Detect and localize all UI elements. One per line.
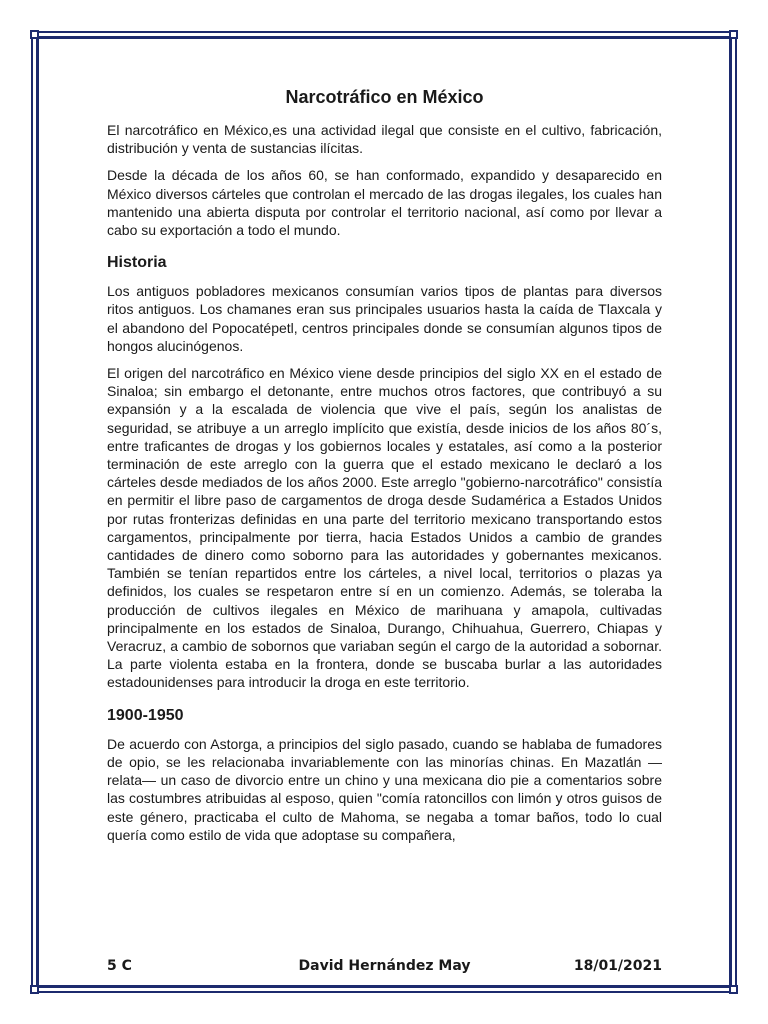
footer-date: 18/01/2021 [573,958,662,974]
intro-paragraph-1: El narcotráfico en México,es una actividad ilegal que consiste en el cultivo, fabricación, distribución y venta de sustancias ilícitas. [107,122,662,157]
corner-ornament-top-left [30,30,39,39]
footer-author: David Hernández May [298,958,471,974]
section-heading-1900-1950: 1900-1950 [107,706,184,724]
document-title: Narcotráfico en México [285,87,484,107]
page-footer [107,958,662,980]
corner-ornament-bottom-right [729,985,738,994]
corner-ornament-top-right [729,30,738,39]
historia-paragraph-2: El origen del narcotráfico en México viene desde principios del siglo XX en el estado de Sinaloa; sin embargo el detonante, entre muchos otros factores, que contribuyó a su expansión y a la escalada de violencia que vive el país, según los analistas de seguridad, se atribuye a un arreglo implícito que existía, desde inicios de los años 80´s, entre traficantes de drogas y los gobiernos locales y estatales, así como a la posterior terminación de este arreglo con la guerra que el estado mexicano le declaró a los cárteles desde mediados de los años 2000. Este arreglo "gobierno-narcotráfico" consistía en permitir el libre paso de cargamentos de droga desde Sudamérica a Estados Unidos por rutas fronterizas definidas en una parte del territorio mexicano transportando estos cargamentos, principalmente por tierra, hacia Estados Unidos a cambio de grandes cantidades de dinero como soborno para las autoridades y gobernantes mexicanos. También se tenían repartidos entre los cárteles, a nivel local, territorios o plazas ya definidos, los cuales se respetaron entre sí en un comienzo. Además, se toleraba la producción de cultivos ilegales en México de marihuana y amapola, cultivadas principalmente en los estados de Sinaloa, Durango, Chihuahua, Guerrero, Chiapas y Veracruz, a cambio de sobornos que variaban según el cargo de la autoridad a sobornar. La parte violenta estaba en la frontera, donde se buscaba burlar a las autoridades estadounidenses para introducir la droga en este territorio. [107,365,662,691]
historia-paragraph-1: Los antiguos pobladores mexicanos consumían varios tipos de plantas para diversos ritos antiguos. Los chamanes eran sus principales usuarios hasta la caída de Tlaxcala y el abandono del Popocatépetl, centros principales donde se consumían algunos tipos de hongos alucinógenos. [107,283,662,354]
document-body [107,86,662,853]
corner-ornament-bottom-left [30,985,39,994]
section-heading-historia: Historia [107,254,167,272]
footer-group: 5 C [107,958,132,974]
section-1900-paragraph-1: De acuerdo con Astorga, a principios del siglo pasado, cuando se hablaba de fumadores de opio, se les relacionaba invariablemente con las minorías chinas. En Mazatlán —relata— un caso de divorcio entre un chino y una mexicana dio pie a comentarios sobre las costumbres atribuidas al esposo, quien "comía ratoncillos con limón y otros guisos de este género, practicaba el culto de Mahoma, se negaba a tomar baños, todo lo cual quería como estilo de vida que adoptase su compañera, [107,735,662,843]
intro-paragraph-2: Desde la década de los años 60, se han conformado, expandido y desaparecido en México diversos cárteles que controlan el mercado de las drogas ilegales, los cuales han mantenido una abierta disputa por controlar el territorio nacional, así como por llevar a cabo su exportación a todo el mundo. [107,167,662,239]
